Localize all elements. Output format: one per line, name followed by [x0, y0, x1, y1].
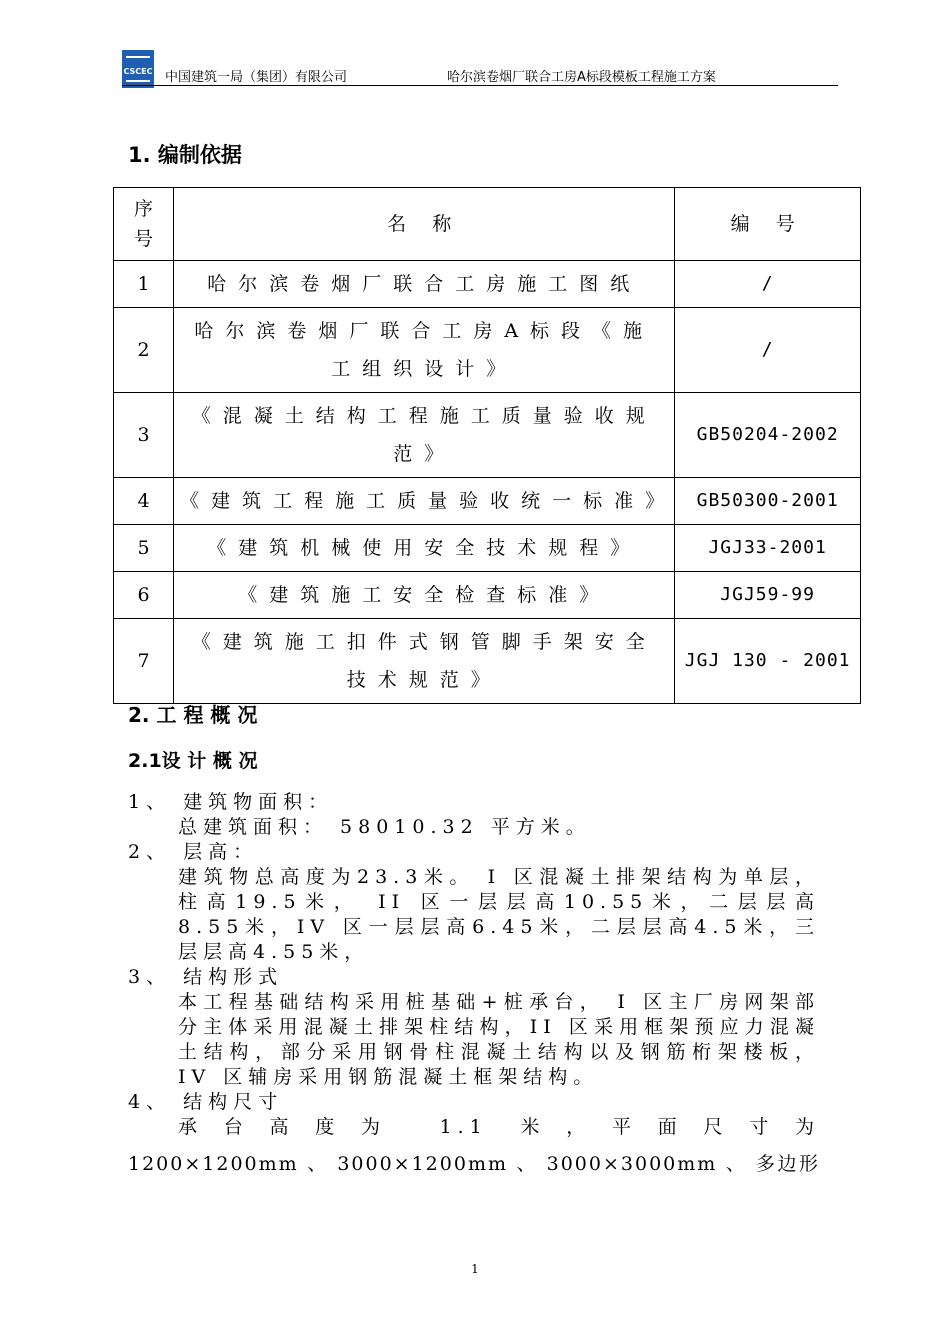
- row-seq: 7: [114, 619, 174, 704]
- row-name: 《建筑机械使用安全技术规程》: [174, 525, 675, 572]
- reference-table: [113, 187, 861, 704]
- row-code: JGJ59-99: [675, 572, 861, 619]
- header-document-title: 哈尔滨卷烟厂联合工房A标段模板工程施工方案: [447, 70, 716, 85]
- row-code: GB50204-2002: [675, 393, 861, 478]
- item-heading: 2、 层高：: [128, 841, 259, 863]
- paragraph: 承台高度为 1.1 米，平面尺寸为: [178, 1116, 820, 1138]
- row-code: JGJ 130 - 2001: [675, 619, 861, 704]
- row-seq: 5: [114, 525, 174, 572]
- header-name: 名 称: [174, 188, 675, 261]
- page-number: 1: [471, 1262, 479, 1276]
- header-company-name: 中国建筑一局（集团）有限公司: [165, 70, 348, 85]
- item-heading: 4、 结构尺寸: [128, 1091, 284, 1113]
- section-heading-basis: 1. 编制依据: [128, 143, 242, 167]
- item-heading: 1、 建筑物面积：: [128, 791, 334, 813]
- company-logo: [122, 50, 154, 88]
- row-name: 《建筑施工安全检查标准》: [174, 572, 675, 619]
- row-code: /: [675, 261, 861, 308]
- row-seq: 3: [114, 393, 174, 478]
- row-name: 哈尔滨卷烟厂联合工房施工图纸: [174, 261, 675, 308]
- row-code: JGJ33-2001: [675, 525, 861, 572]
- paragraph: 本工程基础结构采用桩基础+桩承台， I 区主厂房网架部分主体采用混凝土排架柱结构，II 区采用框架预应力混凝土结构，部分采用钢骨柱混凝土结构以及钢筋桁架楼板，IV 区辅房采用钢筋混凝土框架结构。: [178, 991, 820, 1088]
- row-name: 《建筑施工扣件式钢管脚手架安全技术规范》: [174, 619, 675, 704]
- table-row: [114, 619, 861, 704]
- row-name: 《混凝土结构工程施工质量验收规范》: [174, 393, 675, 478]
- row-seq: 4: [114, 478, 174, 525]
- subsection-heading-design: 2.1设 计 概 况: [128, 750, 258, 772]
- item-heading: 3、 结构形式: [128, 966, 284, 988]
- row-code: /: [675, 308, 861, 393]
- table-row: [114, 572, 861, 619]
- row-seq: 6: [114, 572, 174, 619]
- header-seq: 序号: [114, 188, 174, 261]
- row-seq: 2: [114, 308, 174, 393]
- section-heading-overview: 2. 工 程 概 况: [128, 703, 258, 727]
- table-row: [114, 308, 861, 393]
- table-row: [114, 261, 861, 308]
- row-name: 《建筑工程施工质量验收统一标准》: [174, 478, 675, 525]
- svg-text:CSCEC: CSCEC: [123, 67, 153, 76]
- header-code: 编 号: [675, 188, 861, 261]
- paragraph: 1200×1200mm 、 3000×1200mm 、 3000×3000mm 、 多边形: [128, 1153, 820, 1175]
- row-seq: 1: [114, 261, 174, 308]
- table-row: [114, 525, 861, 572]
- paragraph: 总建筑面积： 58010.32 平方米。: [178, 816, 591, 838]
- table-header-row: [114, 188, 861, 261]
- table-row: [114, 393, 861, 478]
- table-row: [114, 478, 861, 525]
- row-code: GB50300-2001: [675, 478, 861, 525]
- design-overview-body: [128, 790, 820, 1177]
- paragraph: 建筑物总高度为23.3米。 I 区混凝土排架结构为单层，柱高19.5米， II 区一层层高10.55米，二层层高8.55米，IV 区一层层高6.45米，二层层高4.5米，三层层高4.55米，: [178, 866, 820, 963]
- header-divider: [122, 85, 838, 86]
- row-name: 哈尔滨卷烟厂联合工房A标段《施工组织设计》: [174, 308, 675, 393]
